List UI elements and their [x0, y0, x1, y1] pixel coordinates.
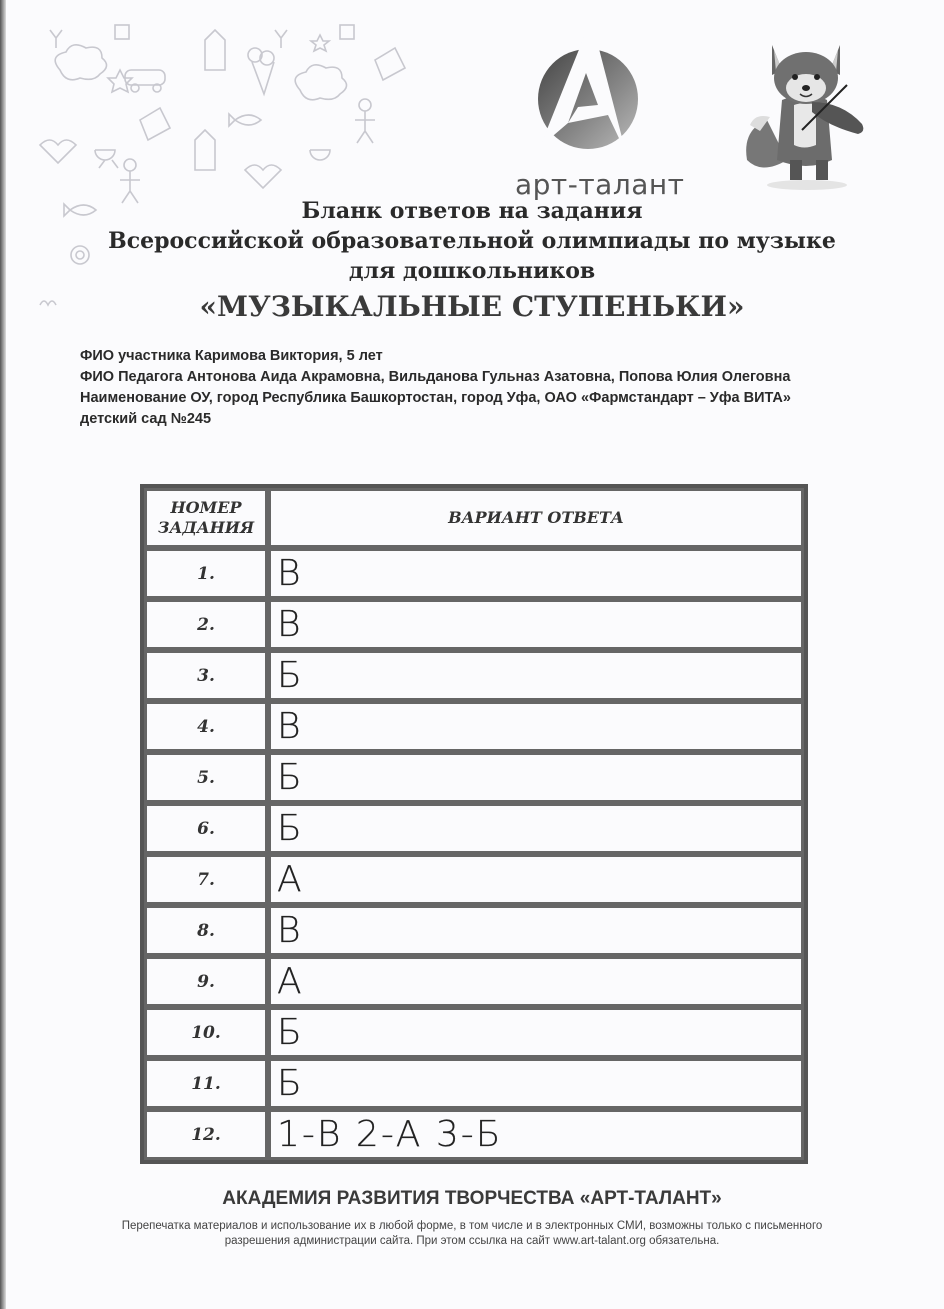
table-row: [144, 548, 804, 599]
task-number: 2.: [144, 599, 268, 650]
table-row: [144, 752, 804, 803]
header-line-2: Всероссийской образовательной олимпиады по музыке: [108, 228, 836, 254]
olympiad-name: «МУЗЫКАЛЬНЫЕ СТУПЕНЬКИ»: [199, 290, 745, 323]
table-row: [144, 701, 804, 752]
header-line-3: для дошкольников: [348, 258, 596, 284]
participant-name: ФИО участника Каримова Виктория, 5 лет: [80, 348, 383, 364]
answer-cell[interactable]: Б: [268, 752, 804, 803]
table-header-row: [144, 488, 804, 548]
scan-edge: [0, 0, 6, 1309]
table-row: [144, 650, 804, 701]
institution-name: Наименование ОУ, город Республика Башкортостан, город Уфа, ОАО «Фармстандарт – Уфа ВИТА» детский сад №245: [80, 390, 791, 427]
task-number: 5.: [144, 752, 268, 803]
table-row: [144, 1058, 804, 1109]
column-header-number: [144, 488, 268, 548]
answer-cell[interactable]: В: [268, 548, 804, 599]
task-number: 12.: [144, 1109, 268, 1160]
participant-info: [80, 346, 820, 430]
column-header-answer: ВАРИАНТ ОТВЕТА: [268, 488, 804, 548]
table-row: [144, 905, 804, 956]
task-number: 1.: [144, 548, 268, 599]
task-number: 6.: [144, 803, 268, 854]
task-number: 4.: [144, 701, 268, 752]
column-header-number-line1: НОМЕР: [170, 498, 242, 517]
answer-cell[interactable]: А: [268, 854, 804, 905]
task-number: 8.: [144, 905, 268, 956]
task-number: 7.: [144, 854, 268, 905]
answer-cell[interactable]: Б: [268, 1007, 804, 1058]
answer-cell[interactable]: Б: [268, 803, 804, 854]
answer-cell[interactable]: Б: [268, 650, 804, 701]
answer-cell[interactable]: В: [268, 905, 804, 956]
answer-cell[interactable]: 1-В 2-А 3-Б: [268, 1109, 804, 1160]
answer-cell[interactable]: В: [268, 599, 804, 650]
task-number: 3.: [144, 650, 268, 701]
task-number: 11.: [144, 1058, 268, 1109]
teacher-names: ФИО Педагога Антонова Аида Акрамовна, Вильданова Гульназ Азатовна, Попова Юлия Олеговна: [80, 369, 791, 385]
table-row: [144, 1109, 804, 1160]
header-line-1: Бланк ответов на задания: [301, 198, 643, 224]
answers-table: [140, 484, 808, 1164]
task-number: 9.: [144, 956, 268, 1007]
answer-cell[interactable]: Б: [268, 1058, 804, 1109]
table-row: [144, 1007, 804, 1058]
footer-title: АКАДЕМИЯ РАЗВИТИЯ ТВОРЧЕСТВА «АРТ-ТАЛАНТ»: [222, 1188, 722, 1209]
table-row: [144, 803, 804, 854]
answer-cell[interactable]: В: [268, 701, 804, 752]
task-number: 10.: [144, 1007, 268, 1058]
fox-violin-mascot-icon: [732, 30, 882, 190]
table-row: [144, 599, 804, 650]
answer-cell[interactable]: А: [268, 956, 804, 1007]
table-row: [144, 956, 804, 1007]
column-header-number-line2: ЗАДАНИЯ: [157, 518, 255, 537]
logo-text: арт-талант: [515, 168, 685, 201]
footer-copyright-note: Перепечатка материалов и использование их в любой форме, в том числе и в электронных СМИ, возможны только с письменного разрешения администрации сайта. При этом ссылка на сайт www.art-talant.org обязательна.: [121, 1220, 823, 1247]
art-talant-a-logo-icon: [528, 35, 648, 155]
table-row: [144, 854, 804, 905]
